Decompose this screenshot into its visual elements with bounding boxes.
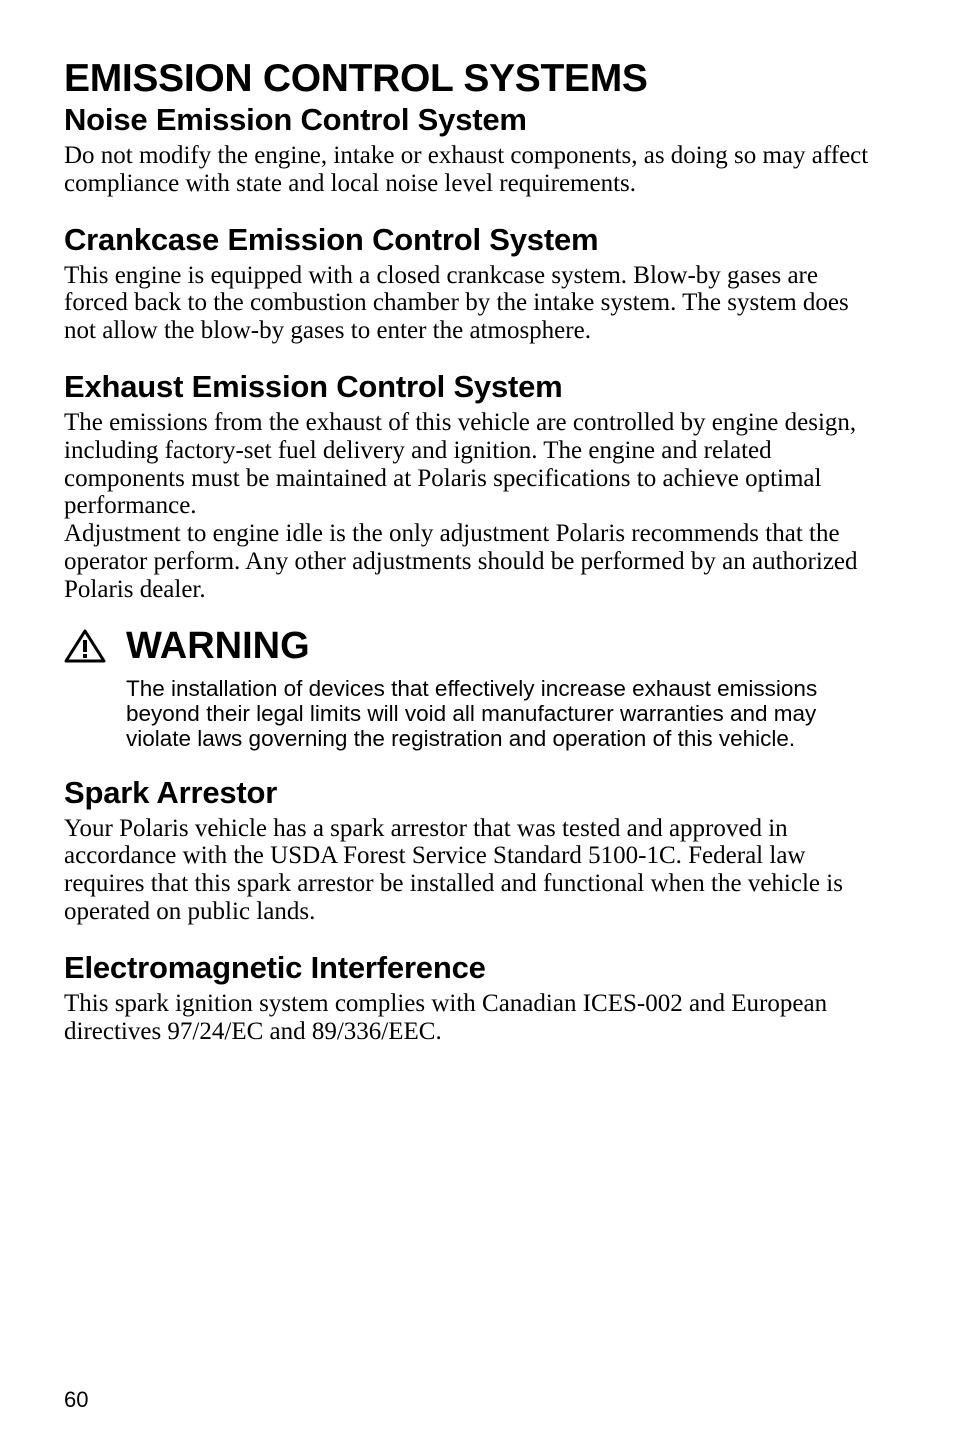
section-electromagnetic [64,950,874,1046]
body-paragraph: The emissions from the exhaust of this vehicle are controlled by engine design, including factory-set fuel delivery and ignition. The engine and related components must be maintained at Polaris specifications to achieve optimal performance. [64,408,857,520]
body-paragraph: Do not modify the engine, intake or exhaust components, as doing so may affect compliance with state and local noise level requirements. [64,142,869,197]
warning-label: WARNING [126,624,310,667]
section-heading: Exhaust Emission Control System [64,368,563,404]
section-heading: Crankcase Emission Control System [64,221,599,257]
warning-text: The installation of devices that effectively increase exhaust emissions beyond their legal limits will void all manufacturer warranties and may violate laws governing the registration and operation of this vehicle. [126,675,818,751]
section-heading: Spark Arrestor [64,774,278,810]
section-heading: Electromagnetic Interference [64,949,486,985]
section-heading: Noise Emission Control System [64,102,527,137]
section-noise [64,102,874,198]
section-exhaust [64,369,874,604]
page-content [64,56,874,1045]
warning-triangle-icon [64,629,106,663]
section-crankcase [64,222,874,345]
body-paragraph: Your Polaris vehicle has a spark arrestor that was tested and approved in accordance with the USDA Forest Service Standard 5100-1C. Federal law requires that this spark arrestor be installed and functional when the vehicle is operated on public lands. [64,814,843,925]
body-paragraph: This engine is equipped with a closed crankcase system. Blow-by gases are forced back to the combustion chamber by the intake system. The system does not allow the blow-by gases to enter the atmosphere. [64,261,849,345]
section-spark-arrestor [64,775,874,926]
warning-box [64,624,874,751]
body-paragraph: This spark ignition system complies with Canadian ICES-002 and European directives 97/24/EC and 89/336/EEC. [64,989,828,1045]
page-title: EMISSION CONTROL SYSTEMS [64,57,648,100]
body-paragraph: Adjustment to engine idle is the only adjustment Polaris recommends that the operator perform. Any other adjustments should be performed by an authorized Polaris dealer. [64,520,858,603]
warning-header [64,624,874,668]
page-number: 60 [64,1387,89,1412]
